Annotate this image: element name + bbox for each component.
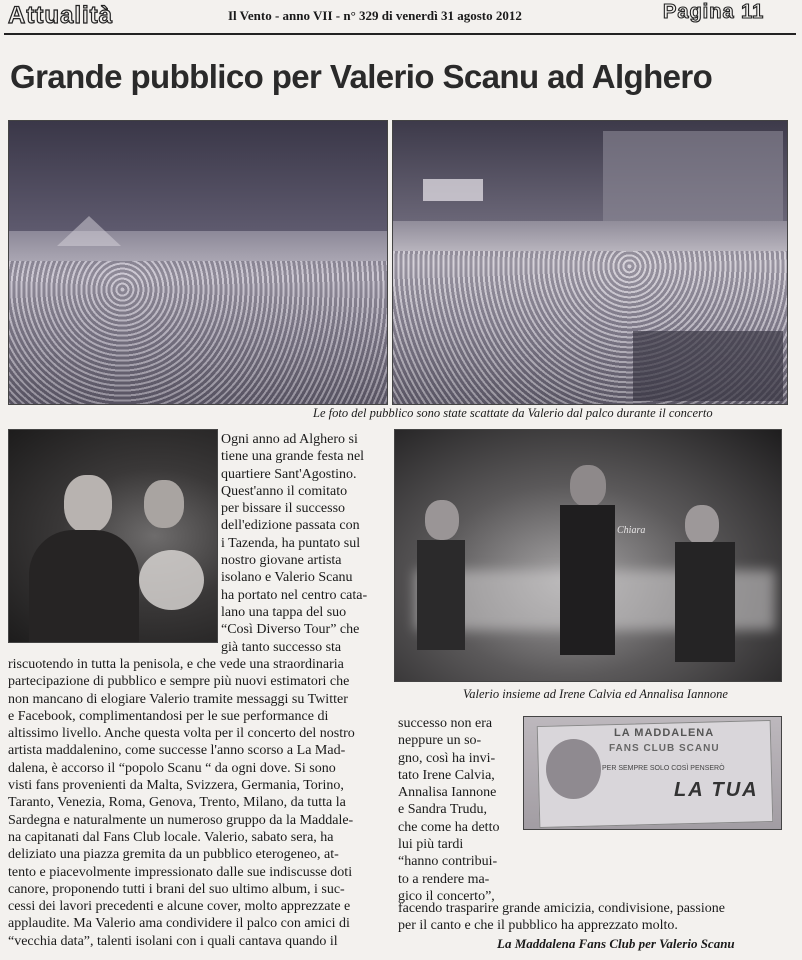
text-line: partecipazione di pubblico e sempre più nuovi estimatori che [8, 674, 350, 690]
crowd-caption: Le foto del pubblico sono state scattate da Valerio dal palco durante il concerto [313, 406, 713, 420]
text-line: “vecchia data”, talenti isolani con i quali cantava quando il [8, 933, 338, 949]
text-line: Ogni anno ad Alghero si [221, 432, 358, 447]
issue-info: Il Vento - anno VII - n° 329 di venerdì 31 agosto 2012 [228, 8, 522, 23]
text-line: Annalisa Iannone [398, 785, 497, 801]
text-line: successo non era [398, 716, 493, 731]
text-line: artista maddalenino, come successe l'anno scorso a La Mad- [8, 743, 346, 759]
text-line: tato Irene Calvia, [398, 767, 495, 783]
text-line: lano una tappa del suo [221, 604, 347, 620]
text-line: che come ha detto [398, 819, 500, 835]
text-line: tento e piacevolmente impressionato dalle sue indiscusse doti [8, 864, 353, 880]
text-line: gno, così ha invi- [398, 750, 496, 766]
text-line: per bissare il successo [221, 501, 346, 517]
text-line: dell'edizione passata con [221, 518, 360, 534]
text-line: altissimo livello. Anche questa volta per il concerto del nostro [8, 726, 355, 742]
text-line: gico il concerto”, [398, 888, 495, 904]
banner-photo [523, 716, 782, 830]
text-line: facendo trasparire grande amicizia, condivisione, passione [398, 901, 725, 916]
text-line: quartiere Sant'Agostino. [221, 466, 357, 482]
text-line: e Sandra Trudu, [398, 802, 488, 818]
text-line: applaudite. Ma Valerio ama condividere il palco con amici di [8, 916, 350, 932]
text-line: visti fans provenienti da Malta, Svizzera, Germania, Torino, [8, 778, 344, 794]
banner-line-3: PER SEMPRE SOLO COSÌ PENSERÒ [602, 765, 725, 772]
text-line: Sardegna e naturalmente un numeroso gruppo da la Maddale- [8, 812, 354, 828]
text-line: Quest'anno il comitato [221, 483, 348, 499]
text-line: tiene una grande festa nel [221, 449, 365, 465]
text-line: canore, proponendo tutti i brani del suo ultimo album, i suc- [8, 881, 345, 897]
text-line: deliziato una piazza gremita da un pubblico eterogeneo, at- [8, 847, 339, 863]
text-line: non mancano di elogiare Valerio tramite messaggi su Twitter [8, 691, 348, 707]
crowd-photo-right [392, 120, 788, 405]
text-line: nostro giovane artista [221, 553, 342, 569]
banner-line-4: LA TUA [674, 779, 759, 801]
text-line: per il canto e che il pubblico ha apprezzato molto. [398, 918, 678, 934]
banner-line-2: FANS CLUB SCANU [609, 743, 720, 754]
headline: Grande pubblico per Valerio Scanu ad Alghero [10, 58, 713, 95]
text-line: Taranto, Venezia, Roma, Genova, Trento, Milano, da tutta la [8, 795, 346, 811]
page-number: Pagina 11 [663, 1, 765, 23]
article-col2-wide [398, 900, 788, 935]
text-line: già tanto successo sta [221, 639, 342, 655]
banner-line-1: LA MADDALENA [614, 727, 715, 739]
text-line: i Tazenda, ha puntato sul [221, 535, 361, 551]
stage-photo [394, 429, 782, 682]
text-line: e Facebook, complimentandosi per le sue performance di [8, 708, 329, 724]
stage-caption: Valerio insieme ad Irene Calvia ed Annalisa Iannone [463, 687, 728, 701]
text-line: neppure un so- [398, 733, 482, 749]
text-line: na capitanati dal Fans Club locale. Valerio, sabato sera, ha [8, 829, 334, 845]
header-rule [4, 33, 796, 35]
article-col1-wide [8, 656, 388, 950]
text-line: riscuotendo in tutta la penisola, e che vede una straordinaria [8, 657, 344, 672]
text-line: ha portato nel centro cata- [221, 587, 368, 603]
text-line: “Così Diverso Tour” che [221, 622, 360, 638]
singer-photo [8, 429, 218, 643]
article-col1-narrow [221, 431, 389, 656]
text-line: lui più tardi [398, 837, 464, 853]
signature: La Maddalena Fans Club per Valerio Scanu [497, 936, 735, 951]
article-col2-narrow [398, 715, 518, 905]
section-label: Attualità [8, 2, 113, 29]
text-line: “hanno contribui- [398, 854, 498, 870]
text-line: to a rendere ma- [398, 871, 490, 887]
text-line: dalena, è accorso il “popolo Scanu “ da ogni dove. Si sono [8, 760, 336, 776]
stage-photo-watermark: Chiara [617, 525, 646, 536]
text-line: cessi dei lavori precedenti e alcune cover, molto apprezzate e [8, 899, 351, 915]
crowd-photo-left [8, 120, 388, 405]
text-line: isolano e Valerio Scanu [221, 570, 353, 586]
